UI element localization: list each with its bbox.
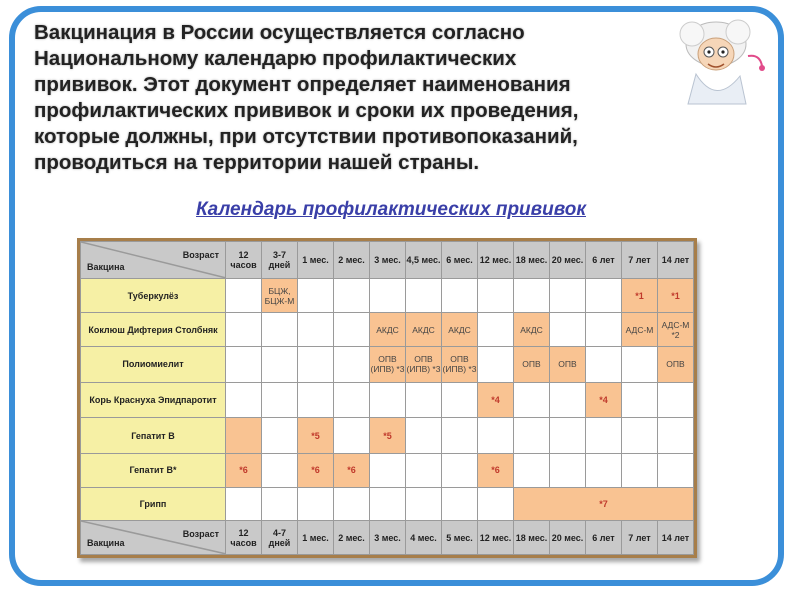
schedule-cell [406,382,442,418]
schedule-cell [550,278,586,313]
schedule-cell [334,418,370,454]
age-header-cell: 2 мес. [334,242,370,279]
schedule-cell [514,454,550,488]
intro-line: которые должны, при отсутствии противопоказаний, [34,125,578,148]
schedule-cell [262,382,298,418]
schedule-cell [262,487,298,521]
schedule-cell [658,454,694,488]
intro-text [34,20,754,176]
age-header-cell: 12 часов [226,242,262,279]
schedule-cell: *4 [478,382,514,418]
corner-age-label: Возраст [182,529,219,540]
intro-line: проводиться на территории нашей страны. [34,151,480,174]
schedule-cell [298,487,334,521]
schedule-cell [658,418,694,454]
schedule-cell [298,382,334,418]
vaccine-row [81,454,694,488]
schedule-cell [478,347,514,383]
schedule-cell [442,487,478,521]
schedule-cell [478,278,514,313]
schedule-cell [262,454,298,488]
corner-age-label: Возраст [182,250,219,260]
schedule-cell [478,487,514,521]
vaccine-name: Гепатит В [81,418,226,454]
vaccine-row [81,382,694,418]
schedule-cell [226,347,262,383]
schedule-cell [406,418,442,454]
schedule-cell [622,454,658,488]
schedule-cell [406,454,442,488]
age-header-cell: 4-7 дней [262,521,298,555]
age-header-cell: 12 часов [226,521,262,555]
schedule-cell: БЦЖ, БЦЖ-М [262,278,298,313]
age-header-cell: 7 лет [622,521,658,555]
schedule-cell [262,347,298,383]
corner-vaccine-label: Вакцина [87,538,125,548]
schedule-cell [586,347,622,383]
schedule-cell [226,418,262,454]
age-header-cell: 20 мес. [550,242,586,279]
age-header-cell: 3 мес. [370,242,406,279]
intro-line: профилактических прививок и сроки их проведения, [34,99,579,122]
schedule-cell [442,418,478,454]
age-header-cell: 7 лет [622,242,658,279]
vaccine-name: Корь Краснуха Эпидпаротит [81,382,226,418]
schedule-cell [514,382,550,418]
header-row-bottom [81,521,694,555]
schedule-cell: АДС-М [622,313,658,347]
schedule-cell [406,278,442,313]
flu-span-cell: *7 [514,487,694,521]
schedule-cell: *1 [658,278,694,313]
vaccination-schedule [77,238,697,558]
schedule-cell [442,454,478,488]
age-header-cell: 3-7 дней [262,242,298,279]
schedule-cell [550,313,586,347]
age-header-cell: 5 мес. [442,521,478,555]
schedule-cell: ОПВ (ИПВ) *3 [370,347,406,383]
header-row-top [81,242,694,279]
age-header-cell: 6 мес. [442,242,478,279]
corner-vaccine-label: Вакцина [87,261,125,272]
schedule-cell [334,347,370,383]
vaccine-name: Туберкулёз [81,278,226,313]
vaccine-name: Коклюш Дифтерия Столбняк [81,313,226,347]
age-header-cell: 1 мес. [298,521,334,555]
schedule-cell: ОПВ [514,347,550,383]
age-header-cell: 1 мес. [298,242,334,279]
schedule-table [80,241,694,555]
schedule-cell [586,454,622,488]
schedule-cell: *6 [334,454,370,488]
schedule-cell [226,278,262,313]
schedule-cell: АКДС [442,313,478,347]
schedule-cell [478,418,514,454]
schedule-cell [586,418,622,454]
schedule-cell [442,278,478,313]
age-header-cell: 18 мес. [514,521,550,555]
schedule-cell: АКДС [370,313,406,347]
schedule-cell [406,487,442,521]
age-header-cell: 6 лет [586,242,622,279]
schedule-cell: АКДС [406,313,442,347]
intro-line: Вакцинация в России осуществляется согласно [34,21,525,44]
vaccine-row [81,347,694,383]
age-header-cell: 14 лет [658,242,694,279]
schedule-cell: *1 [622,278,658,313]
age-header-cell: 14 лет [658,521,694,555]
schedule-cell [298,313,334,347]
intro-line: Национальному календарю профилактических [34,47,517,70]
schedule-cell: *6 [298,454,334,488]
schedule-cell: *4 [586,382,622,418]
schedule-cell [334,313,370,347]
table-title: Календарь профилактических прививок [196,199,586,220]
schedule-cell [262,418,298,454]
schedule-cell: ОПВ (ИПВ) *3 [406,347,442,383]
schedule-cell [622,347,658,383]
schedule-cell [370,454,406,488]
header-corner [81,521,226,555]
schedule-cell [514,418,550,454]
schedule-cell: *5 [298,418,334,454]
schedule-cell: АКДС [514,313,550,347]
schedule-cell [586,313,622,347]
header-corner [81,242,226,279]
schedule-cell [586,278,622,313]
age-header-cell: 3 мес. [370,521,406,555]
schedule-cell [442,382,478,418]
schedule-cell [550,382,586,418]
schedule-cell: *6 [478,454,514,488]
age-header-cell: 12 мес. [478,242,514,279]
age-header-cell: 6 лет [586,521,622,555]
schedule-cell [298,278,334,313]
schedule-cell [370,487,406,521]
schedule-cell [226,313,262,347]
schedule-cell [226,382,262,418]
age-header-cell: 4,5 мес. [406,242,442,279]
vaccine-name: Полиомиелит [81,347,226,383]
schedule-cell [550,418,586,454]
schedule-cell [478,313,514,347]
schedule-cell [226,487,262,521]
vaccine-row [81,487,694,521]
schedule-cell [622,418,658,454]
schedule-cell: *6 [226,454,262,488]
vaccine-row [81,313,694,347]
age-header-cell: 18 мес. [514,242,550,279]
schedule-cell: ОПВ [658,347,694,383]
schedule-cell [262,313,298,347]
vaccine-name: Гепатит В* [81,454,226,488]
vaccine-row [81,278,694,313]
schedule-cell [334,278,370,313]
schedule-cell [658,382,694,418]
schedule-cell [370,278,406,313]
age-header-cell: 12 мес. [478,521,514,555]
schedule-cell: АДС-М *2 [658,313,694,347]
schedule-cell [370,382,406,418]
schedule-cell [550,454,586,488]
schedule-cell [334,487,370,521]
vaccine-name: Грипп [81,487,226,521]
vaccine-row [81,418,694,454]
intro-line: прививок. Этот документ определяет наименования [34,73,571,96]
schedule-cell: ОПВ [550,347,586,383]
age-header-cell: 20 мес. [550,521,586,555]
age-header-cell: 4 мес. [406,521,442,555]
schedule-cell [298,347,334,383]
schedule-cell [514,278,550,313]
doctor-mascot-icon [668,14,768,106]
schedule-cell [334,382,370,418]
age-header-cell: 2 мес. [334,521,370,555]
schedule-cell: ОПВ (ИПВ) *3 [442,347,478,383]
schedule-cell [622,382,658,418]
schedule-cell: *5 [370,418,406,454]
